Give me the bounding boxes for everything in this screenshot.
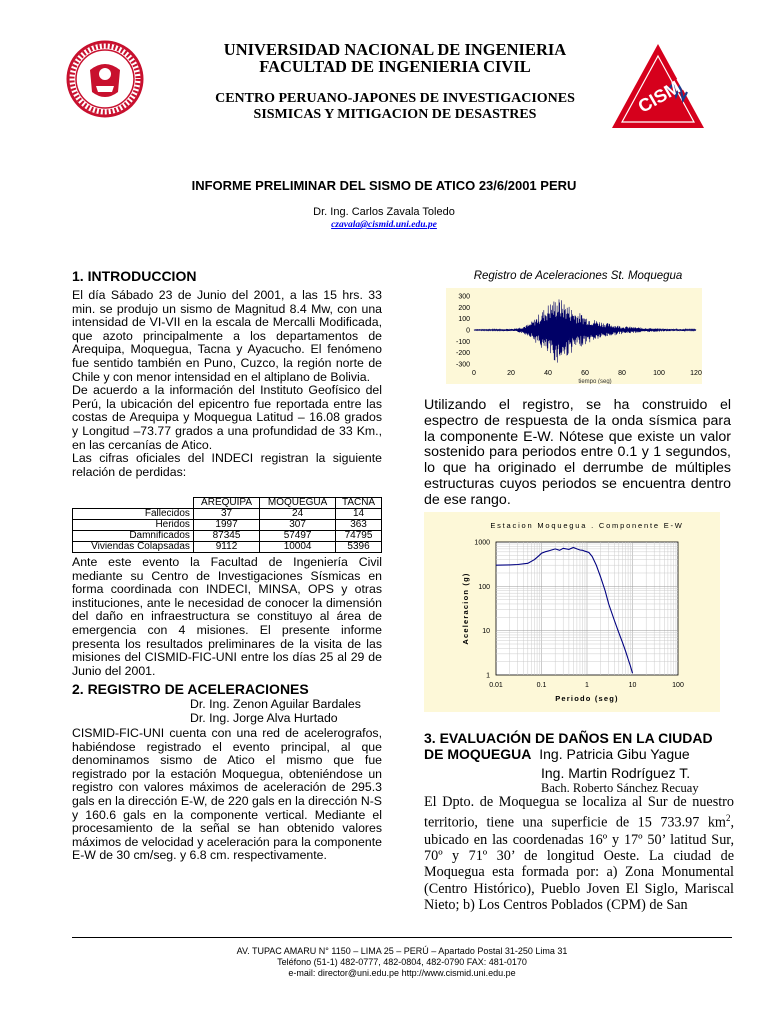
section3-heading-line1: 3. EVALUACIÓN DE DAÑOS EN LA CIUDAD — [424, 730, 713, 746]
x-axis-label: tiempo (seg) — [578, 379, 612, 384]
x-tick-label: 0.1 — [536, 682, 547, 689]
y-tick-label: 100 — [478, 583, 490, 591]
section2-paragraph: CISMID-FIC-UNI cuenta con una red de acelerografos, habiéndose registrado el evento principal, al que denominamos sismo de Atico el mismo que fue registrado por la estación Moquegua, obteniéndose un registro con valores máximos de aceleración de 295.3 gals en la dirección E-W, de 220 gals en la dirección N-S y 160.6 gals en la componente vertical. Mediante el procesamiento de la señal se han obtenido valores máximos de velocidad y aceleración para la componente E-W de 30 cm/seg. y 6.8 cm. respectivamente. — [72, 726, 382, 863]
table-header-cell: AREQUIPA — [193, 498, 259, 509]
table-cell: 14 — [336, 509, 382, 520]
section3-author-2: Ing. Martin Rodríguez T. — [541, 765, 691, 781]
losses-table — [72, 497, 382, 553]
table-header-cell — [73, 498, 194, 509]
section1-heading: 1. INTRODUCCION — [72, 268, 197, 284]
intro-paragraph-2: De acuerdo a la información del Instituto Geofísico del Perú, la ubicación del epicentro fue reportada entre las costas de Arequipa y Moquegua Latitud – 16.08 grados y Longitud –73.77 grados a una profundidad de 33 Km., en las cercanías de Atico. — [72, 383, 382, 452]
section2-author-1: Dr. Ing. Zenon Aguilar Bardales — [190, 697, 361, 711]
x-tick-label: 10 — [628, 682, 637, 689]
section3-paragraph — [424, 794, 734, 914]
x-tick-label: 100 — [653, 370, 665, 377]
cismid-logo — [610, 42, 706, 132]
spectrum-paragraph: Utilizando el registro, se ha construido el espectro de respuesta de la onda sísmica para la componente E-W. Nótese que existe un valor sostenido para periodos entre 0.1 y 1 segundos, lo que ha originado el derrumbe de múltiples estructuras cuyos periodos se encuentra dentro de ese rango. — [424, 397, 731, 508]
x-axis-label: Periodo (seg) — [555, 694, 619, 703]
table-cell: 57497 — [260, 531, 336, 542]
y-tick-label: 300 — [458, 293, 470, 301]
y-tick-label: -300 — [455, 361, 470, 369]
table-row — [73, 531, 382, 542]
table-cell: 10004 — [260, 542, 336, 553]
report-title: INFORME PRELIMINAR DEL SISMO DE ATICO 23/6/2001 PERU — [191, 178, 577, 193]
center-name-line2: SISMICAS Y MITIGACION DE DESASTRES — [253, 107, 537, 122]
x-tick-label: 80 — [618, 370, 626, 377]
y-tick-label: -100 — [455, 338, 470, 346]
cismid-logo-text: CISMID — [634, 67, 700, 117]
uni-seal-logo — [66, 40, 144, 118]
table-row-label: Heridos — [73, 520, 194, 531]
y-tick-label: 1 — [486, 672, 490, 680]
center-name-line1: CENTRO PERUANO-JAPONES DE INVESTIGACIONES — [215, 91, 575, 106]
table-row — [73, 520, 382, 531]
section2-author-2: Dr. Ing. Jorge Alva Hurtado — [190, 711, 338, 725]
table-row — [73, 542, 382, 553]
university-name: UNIVERSIDAD NACIONAL DE INGENIERIA — [223, 40, 567, 59]
footer-phone: Teléfono (51-1) 482-0777, 482-0804, 482-0790 FAX: 481-0170 — [277, 957, 527, 967]
x-tick-label: 120 — [690, 370, 702, 377]
table-cell: 9112 — [193, 542, 259, 553]
table-header-cell: TACNA — [336, 498, 382, 509]
faculty-name: FACULTAD DE INGENIERIA CIVIL — [259, 57, 531, 76]
table-header-cell: MOQUEGUA — [260, 498, 336, 509]
y-tick-label: 0 — [466, 327, 470, 335]
table-cell: 363 — [336, 520, 382, 531]
table-cell: 307 — [260, 520, 336, 531]
losses-table-header — [73, 498, 382, 509]
footer-contact: e-mail: director@uni.edu.pe http://www.cismid.uni.edu.pe — [288, 968, 516, 978]
table-row-label: Viviendas Colapsadas — [73, 542, 194, 553]
table-cell: 5396 — [336, 542, 382, 553]
section3-paragraph-sup: 2 — [725, 813, 731, 824]
x-tick-label: 60 — [581, 370, 589, 377]
intro-paragraph-1: El día Sábado 23 de Junio del 2001, a las 15 hrs. 33 min. se produjo un sismo de Magnitud 8.4 Mw, con una intensidad de VI-VII en la escala de Mercalli Modificada, que azoto principalmente a los departamentos de Arequipa, Moquegua, Tacna y Ayacucho. El fenómeno fue sentido también en Puno, Cuzco, la región norte de Chile y con menor intensidad en el altiplano de Bolivia. — [72, 288, 382, 384]
section3-heading-line2: DE MOQUEGUA — [424, 746, 532, 762]
chart-title: Estacion Moquegua . Componente E-W — [490, 521, 684, 530]
section3-author-3: Bach. Roberto Sánchez Recuay — [541, 781, 699, 795]
figure1-caption: Registro de Aceleraciones St. Moquegua — [473, 270, 683, 282]
section3-paragraph-b: , ubicado en las coordenadas 16º y 17º 50’ latitud Sur, 70º y 71º 30’ de longitud Oeste. La ciudad de Moquegua esta formada por: a) Zona Monumental (Centro Histórico), Pueblo Joven El Siglo, Mariscal Nieto; b) Los Centros Poblados (CPM) de San — [424, 815, 734, 914]
table-row-label: Fallecidos — [73, 509, 194, 520]
y-axis-label: Aceleracion (g) — [461, 572, 470, 645]
table-cell: 37 — [193, 509, 259, 520]
table-cell: 74795 — [336, 531, 382, 542]
x-tick-label: 100 — [672, 682, 684, 689]
x-tick-label: 40 — [544, 370, 552, 377]
y-tick-label: 10 — [482, 628, 490, 636]
x-tick-label: 0 — [472, 370, 476, 377]
report-email-link[interactable]: czavala@cismid.uni.edu.pe — [331, 220, 437, 230]
intro-paragraph-4: Ante este evento la Facultad de Ingeniería Civil mediante su Centro de Investigaciones Sísmicas en forma coordinada con INDECI, MINSA, OPS y otras instituciones, ante le necesidad de conocer la dimensión del daño en infraestructura se constituyo al área de emergencia con 4 misiones. El presente informe presenta los resultados preliminares de la visita de las misiones del CISMID-FIC-UNI entre los días 25 al 29 de Junio del 2001. — [72, 555, 382, 678]
intro-paragraph-3: Las cifras oficiales del INDECI registran la siguiente relación de perdidas: — [72, 451, 382, 479]
footer-divider — [72, 937, 732, 938]
y-tick-label: 100 — [458, 316, 470, 324]
table-row — [73, 509, 382, 520]
table-cell: 24 — [260, 509, 336, 520]
y-tick-label: 1000 — [474, 539, 490, 547]
table-cell: 87345 — [193, 531, 259, 542]
accel-series-line — [474, 299, 696, 362]
x-tick-label: 1 — [585, 682, 589, 689]
table-row-label: Damnificados — [73, 531, 194, 542]
y-tick-label: 200 — [458, 304, 470, 312]
y-tick-label: -200 — [455, 350, 470, 358]
section3-author-1: Ing. Patricia Gibu Yague — [539, 746, 690, 762]
report-author: Dr. Ing. Carlos Zavala Toledo — [313, 206, 455, 218]
table-cell: 1997 — [193, 520, 259, 531]
x-tick-label: 20 — [507, 370, 515, 377]
response-spectrum-chart — [424, 512, 720, 712]
x-tick-label: 0.01 — [489, 682, 503, 689]
accelerogram-chart — [446, 288, 702, 384]
section3-paragraph-a: El Dpto. de Moquegua se localiza al Sur de nuestro territorio, tiene una superficie de 15 733.97 km — [424, 794, 734, 832]
section2-heading: 2. REGISTRO DE ACELERACIONES — [72, 681, 309, 697]
footer-address: AV. TUPAC AMARU N° 1150 – LIMA 25 – PERÚ – Apartado Postal 31-250 Lima 31 — [236, 946, 568, 956]
